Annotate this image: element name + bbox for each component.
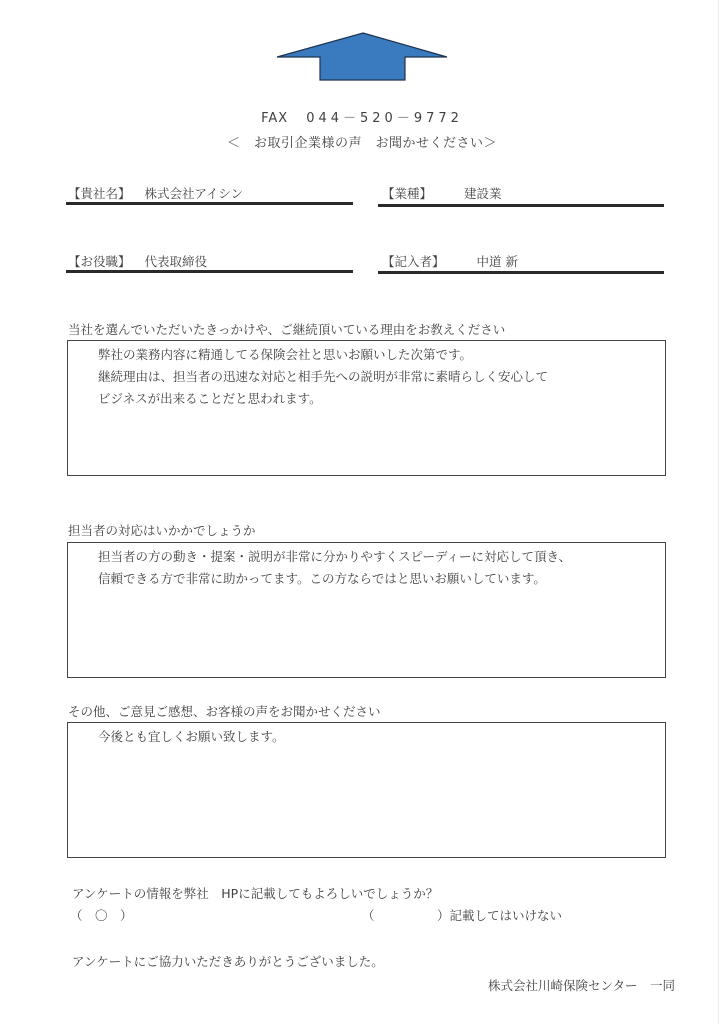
field-industry-label: 【業種】	[382, 186, 433, 201]
question-3-answer-line: 今後とも宜しくお願い致します。	[98, 729, 285, 744]
thanks-message: アンケートにご協力いただきありがとうございました。	[72, 954, 384, 969]
form-subtitle: ＜ お取引企業様の声 お聞かせください＞	[226, 136, 497, 151]
field-company-underline	[66, 202, 353, 205]
field-writer-value: 中道 新	[476, 254, 518, 269]
question-2-answer-box	[67, 542, 666, 678]
question-2-prompt: 担当者の対応はいかかでしょうか	[68, 523, 256, 538]
up-arrow-icon	[270, 25, 460, 85]
field-industry-value: 建設業	[464, 186, 502, 201]
scan-edge-line	[718, 0, 719, 1024]
consent-option-no[interactable]	[362, 906, 562, 924]
question-3-prompt: その他、ご意見ご感想、お客様の声をお聞かせください	[68, 704, 381, 719]
field-writer-label: 【記入者】	[382, 254, 445, 269]
field-position-underline	[66, 270, 353, 273]
question-1-answer-line: 継続理由は、担当者の迅速な対応と相手先への説明が非常に素晴らしく安心して	[98, 369, 549, 384]
field-company-value: 株式会社アイシン	[144, 186, 244, 201]
field-position-value: 代表取締役	[144, 254, 208, 269]
fax-label: FAX	[261, 111, 289, 126]
question-1-answer-line: 弊社の業務内容に精通してる保険会社と思いお願いした次第です。	[98, 347, 473, 362]
fax-number-line	[0, 107, 724, 126]
question-3-answer-box	[67, 722, 666, 858]
question-2-answer-line: 担当者の方の動き・提案・説明が非常に分かりやすくスピーディーに対応して頂き、	[98, 549, 572, 564]
field-company-label: 【貴社名】	[68, 186, 131, 201]
field-industry	[382, 184, 502, 206]
consent-question: アンケートの情報を弊社 HPに記載してもよろしいでしょうか？	[72, 886, 439, 901]
consent-option-no-mark: （ ）	[362, 908, 450, 923]
question-1-answer-line: ビジネスが出来ることだと思われます。	[98, 391, 322, 406]
question-1-prompt: 当社を選んでいただいたきっかけや、ご継続頂いている理由をお教えください	[68, 322, 506, 337]
field-position-label: 【お役職】	[68, 254, 131, 269]
field-industry-underline	[378, 204, 664, 207]
consent-option-yes[interactable]: （ 〇 ）	[70, 908, 133, 923]
question-1-answer-box	[67, 340, 666, 476]
consent-option-no-label: 記載してはいけない	[449, 908, 563, 923]
signature: 株式会社川崎保険センター 一同	[488, 978, 676, 993]
field-writer-underline	[378, 271, 664, 274]
question-2-answer-line: 信頼できる方で非常に助かってます。この方ならではと思いお願いしています。	[98, 571, 546, 586]
fax-number: 044－520－9772	[306, 111, 463, 126]
